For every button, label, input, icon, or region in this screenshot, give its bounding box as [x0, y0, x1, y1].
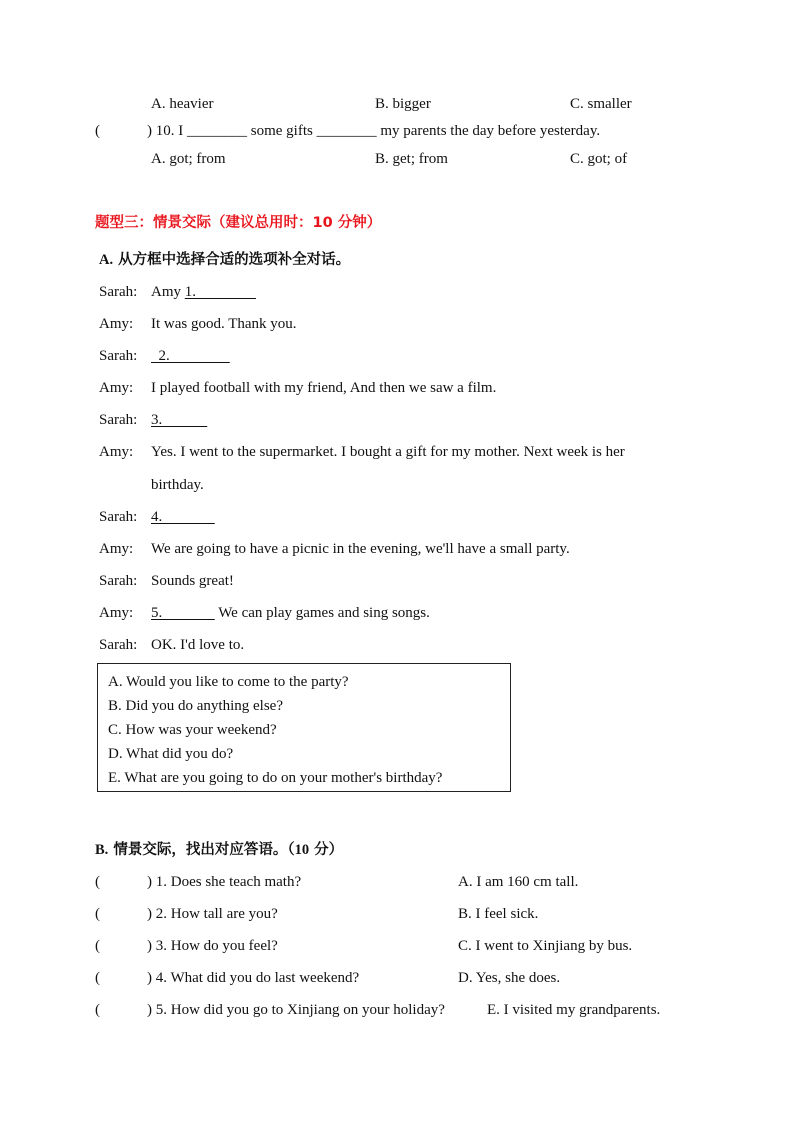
dialogue-speaker: Sarah: — [99, 348, 138, 364]
answer-paren[interactable]: ( — [95, 874, 100, 890]
dialogue-text: We are going to have a picnic in the evening, we'll have a small party. — [151, 541, 570, 557]
part-b-instruction-end: 分） — [309, 842, 344, 858]
dialogue-speaker: Sarah: — [99, 412, 138, 428]
dialogue-blank[interactable]: 3. — [151, 412, 208, 428]
dialogue-line — [151, 637, 244, 654]
dialogue-text: Sounds great! — [151, 573, 234, 589]
dialogue-line — [151, 348, 230, 365]
dialogue-speaker: Amy: — [99, 444, 134, 460]
dialogue-line — [151, 573, 234, 590]
dialogue-speaker: Sarah: — [99, 573, 138, 589]
question-text: ) 2. How tall are you? — [147, 906, 278, 922]
dialogue-speaker: Amy: — [99, 541, 134, 557]
box-option-b: B. Did you do anything else? — [108, 698, 283, 714]
q9-option-b: B. bigger — [375, 96, 431, 112]
dialogue-line — [151, 509, 215, 526]
part-b-letter: B. — [95, 842, 109, 858]
q10-answer-paren[interactable]: ( — [95, 123, 100, 139]
dialogue-line — [151, 316, 297, 333]
q9-option-a: A. heavier — [151, 96, 214, 112]
dialogue-text: I played football with my friend, And then we saw a film. — [151, 380, 497, 396]
q9-option-c: C. smaller — [570, 96, 632, 112]
options-box — [97, 663, 511, 792]
answer-paren[interactable]: ( — [95, 938, 100, 954]
dialogue-line — [151, 412, 207, 429]
dialogue-blank[interactable]: 2. — [151, 348, 230, 364]
q10-option-b: B. get; from — [375, 151, 448, 167]
question-text: ) 5. How did you go to Xinjiang on your holiday? — [147, 1002, 445, 1018]
dialogue-speaker: Amy: — [99, 380, 134, 396]
part-a-instruction: 从方框中选择合适的选项补全对话。 — [118, 252, 351, 268]
dialogue-speaker: Amy: — [99, 316, 134, 332]
dialogue-line — [151, 380, 496, 397]
part-b-instruction: 情景交际，找出对应答语。（ — [113, 842, 295, 858]
dialogue-line — [151, 284, 256, 301]
dialogue-line — [151, 444, 625, 461]
answer-option: E. I visited my grandparents. — [487, 1002, 661, 1018]
q10-stem: ) 10. I ________ some gifts ________ my parents the day before yesterday. — [147, 123, 601, 139]
box-option-e: E. What are you going to do on your mother's birthday? — [108, 770, 443, 786]
question-text: ) 3. How do you feel? — [147, 938, 278, 954]
part-a-heading — [99, 248, 350, 269]
dialogue-text: Yes. I went to the supermarket. I bought a gift for my mother. Next week is her — [151, 444, 625, 460]
answer-paren[interactable]: ( — [95, 906, 100, 922]
dialogue-text: birthday. — [151, 477, 204, 493]
dialogue-speaker: Sarah: — [99, 509, 138, 525]
part-b-score: 10 — [294, 842, 310, 858]
answer-option: B. I feel sick. — [458, 906, 539, 922]
dialogue-speaker: Sarah: — [99, 284, 138, 300]
q10-option-c: C. got; of — [570, 151, 628, 167]
q10-option-a: A. got; from — [151, 151, 226, 167]
question-text: ) 4. What did you do last weekend? — [147, 970, 360, 986]
answer-option: A. I am 160 cm tall. — [458, 874, 579, 890]
answer-option: D. Yes, she does. — [458, 970, 561, 986]
dialogue-speaker: Amy: — [99, 605, 134, 621]
answer-paren[interactable]: ( — [95, 970, 100, 986]
dialogue-text: It was good. Thank you. — [151, 316, 297, 332]
dialogue-line — [151, 541, 570, 558]
dialogue-blank[interactable]: 1. — [184, 284, 256, 300]
dialogue-text: We can play games and sing songs. — [214, 605, 430, 621]
box-option-d: D. What did you do? — [108, 746, 234, 762]
box-option-a: A. Would you like to come to the party? — [108, 674, 349, 690]
dialogue-text: OK. I'd love to. — [151, 637, 245, 653]
dialogue-text: Amy — [151, 284, 185, 300]
box-option-c: C. How was your weekend? — [108, 722, 277, 738]
dialogue-blank[interactable]: 4. — [151, 509, 215, 525]
dialogue-line — [151, 605, 430, 622]
question-text: ) 1. Does she teach math? — [147, 874, 302, 890]
answer-option: C. I went to Xinjiang by bus. — [458, 938, 633, 954]
dialogue-line — [151, 477, 204, 494]
part-a-letter: A. — [99, 252, 114, 268]
answer-paren[interactable]: ( — [95, 1002, 100, 1018]
dialogue-blank[interactable]: 5. — [151, 605, 215, 621]
section-title: 题型三：情景交际（建议总用时：10 分钟） — [95, 215, 382, 231]
dialogue-speaker: Sarah: — [99, 637, 138, 653]
part-b-heading — [95, 838, 343, 859]
